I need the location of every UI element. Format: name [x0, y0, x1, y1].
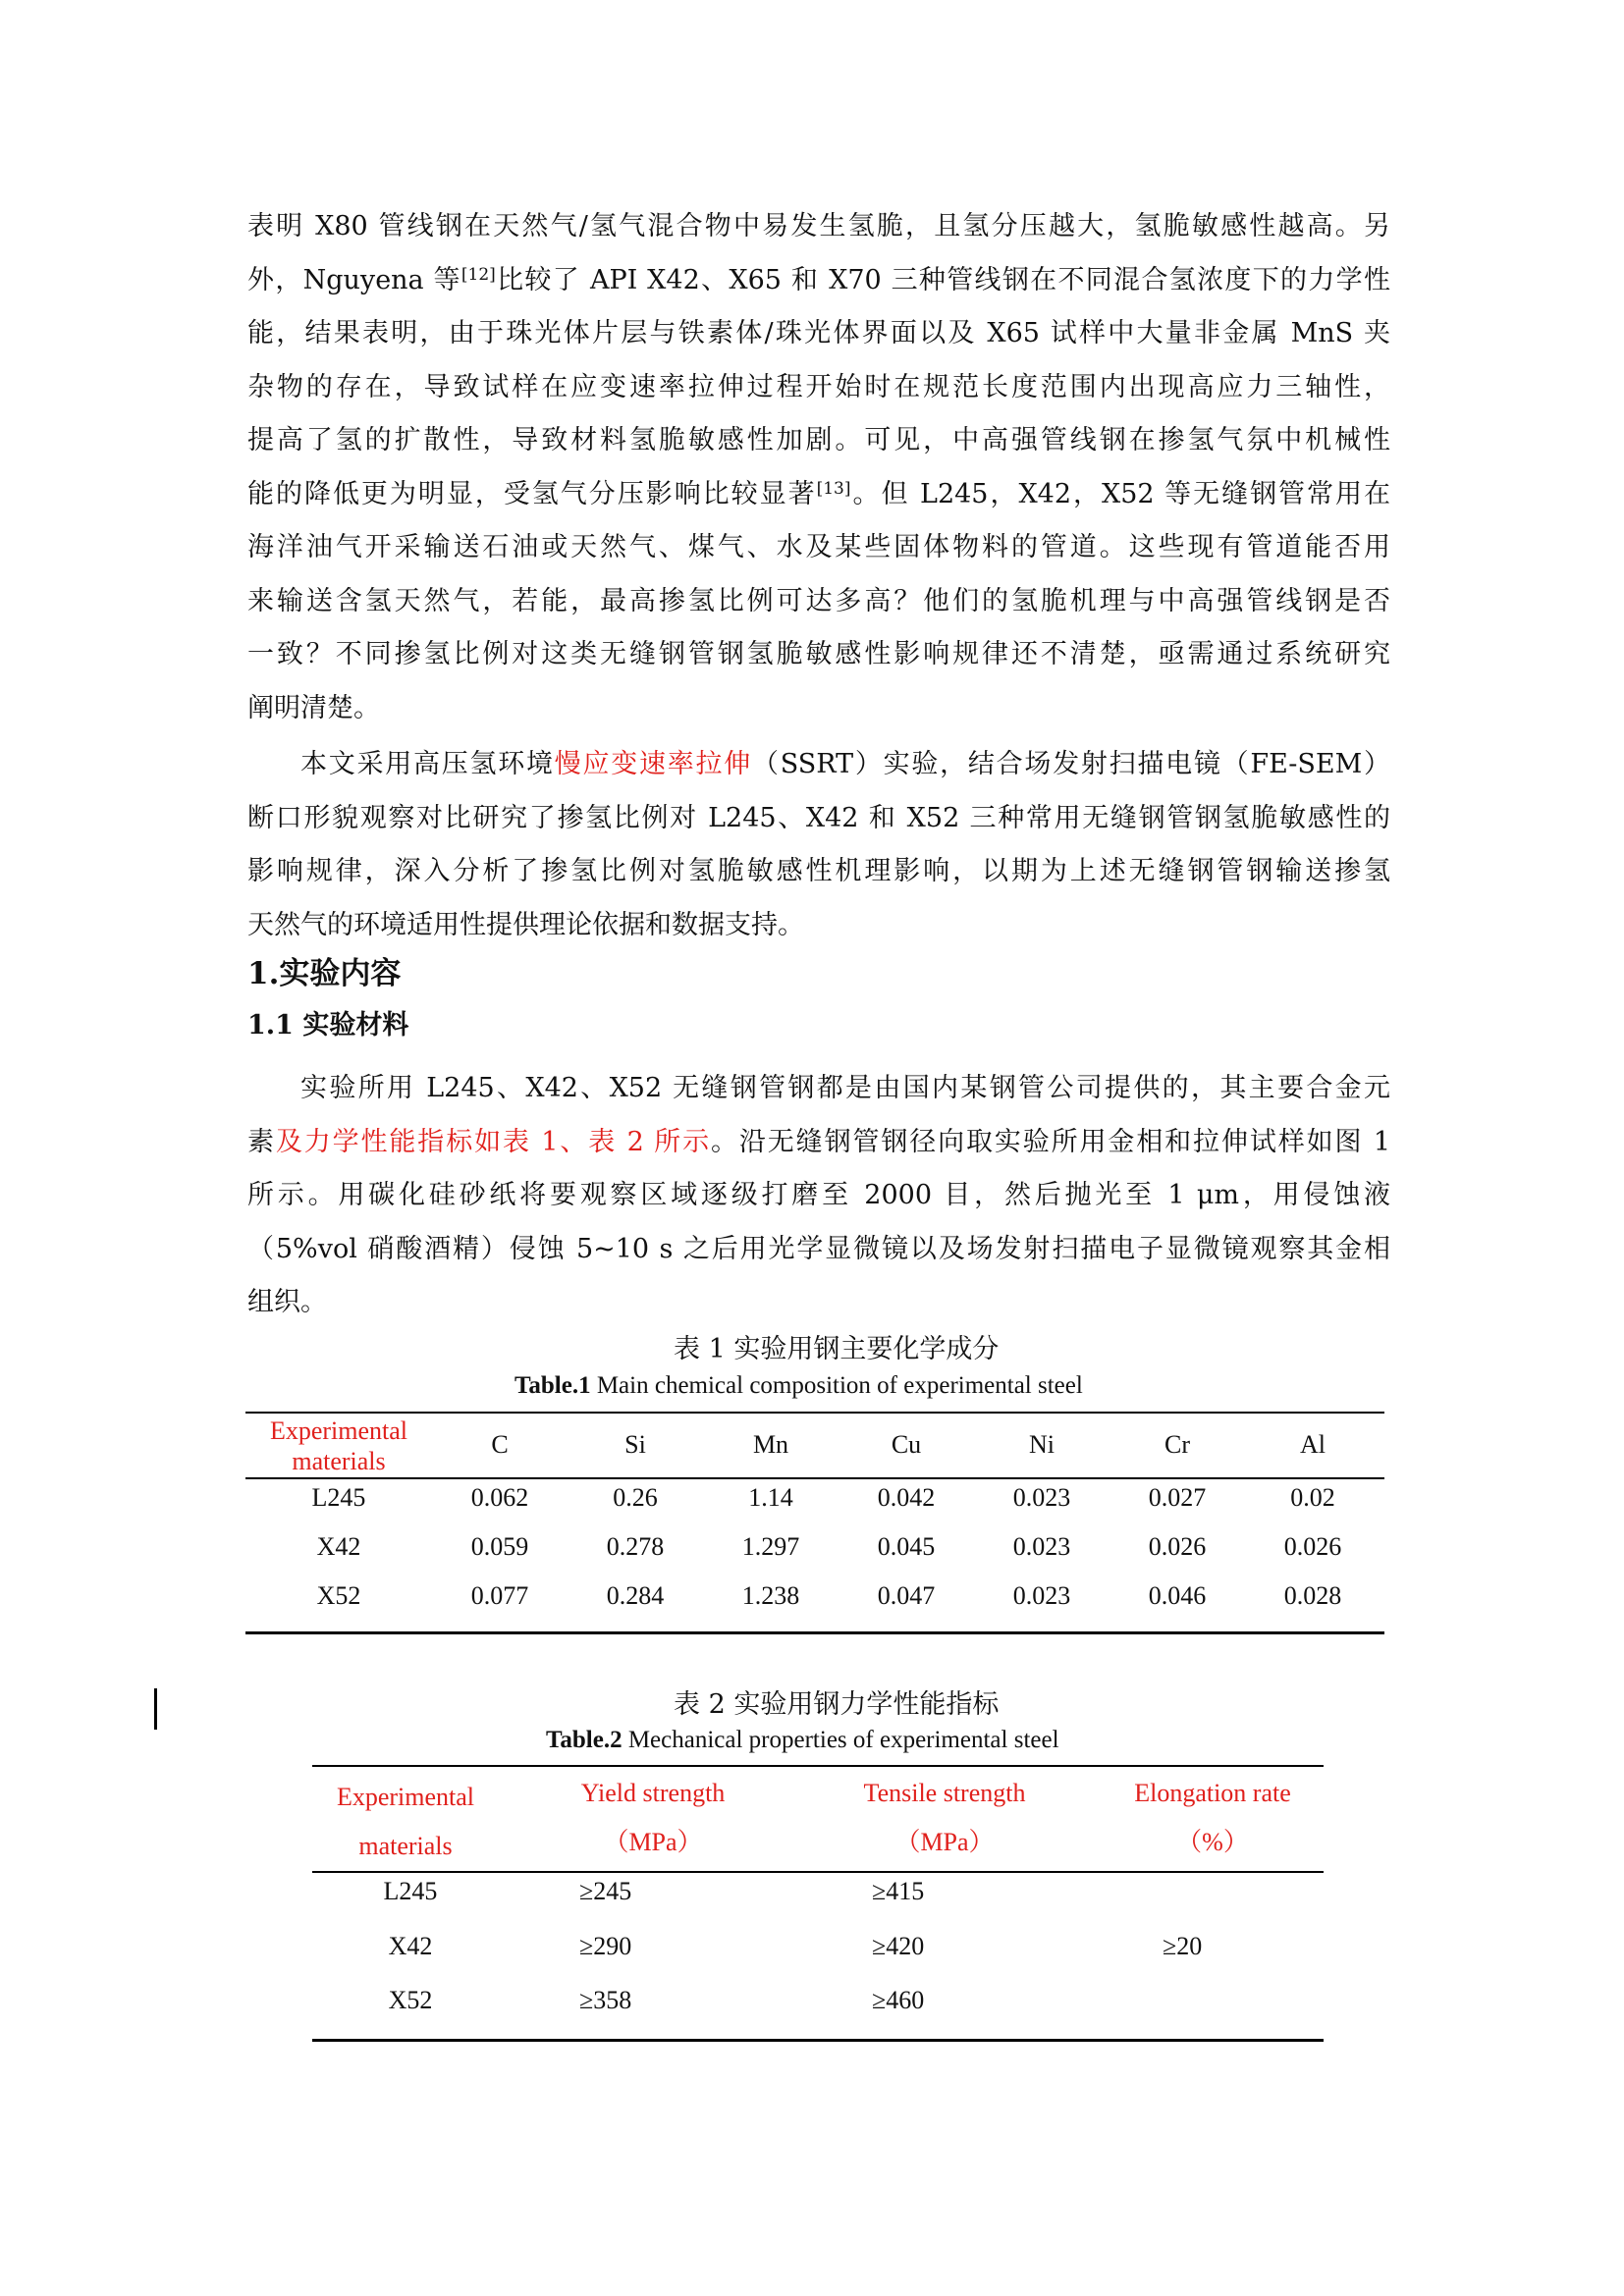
text-line: 阐明清楚。	[247, 692, 380, 723]
table-cell: ≥245	[579, 1877, 632, 1905]
table-cell: ≥420	[872, 1932, 925, 1960]
table-header-rule	[245, 1477, 1384, 1479]
text-line: 外，Nguyena 等[12]比较了 API X42、X65 和 X70 三种管线钢在不同混合氢浓度下的力学性	[247, 264, 1390, 295]
highlighted-text: 慢应变速率拉伸	[554, 749, 752, 779]
table-header-cell: Experimental materials	[269, 1416, 408, 1475]
text-line: 实验所用 L245、X42、X52 无缝钢管钢都是由国内某钢管公司提供的，其主要合金元	[300, 1073, 1390, 1103]
table-cell: 0.059	[470, 1532, 529, 1561]
table-cell: 0.046	[1148, 1581, 1207, 1610]
section-heading: 1.实验内容	[247, 956, 402, 991]
table-cell: 1.238	[741, 1581, 800, 1610]
table-row-label: L245	[383, 1877, 438, 1905]
table-row-label: X42	[316, 1532, 361, 1561]
table-header-cell: Ni	[1029, 1430, 1055, 1459]
text-line: 天然气的环境适用性提供理论依据和数据支持。	[247, 909, 804, 940]
citation-ref[interactable]: [13]	[816, 478, 851, 499]
table-cell: 1.297	[741, 1532, 800, 1561]
text-line: 素及力学性能指标如表 1、表 2 所示。沿无缝钢管钢径向取实验所用金相和拉伸试样如图 1	[247, 1126, 1391, 1157]
table-top-rule	[312, 1765, 1324, 1767]
table-cell: ≥290	[579, 1932, 632, 1960]
table-cell: 0.028	[1283, 1581, 1342, 1610]
table-cell: ≥415	[872, 1877, 925, 1905]
table-cell: 0.02	[1290, 1483, 1335, 1512]
table-row-label: X52	[316, 1581, 361, 1610]
text-cursor	[154, 1688, 157, 1730]
table-cell: 0.278	[606, 1532, 665, 1561]
table-header-cell: Elongation rate （%）	[1134, 1779, 1291, 1856]
text-line: 表明 X80 管线钢在天然气/氢气混合物中易发生氢脆，且氢分压越大，氢脆敏感性越高。另	[247, 211, 1390, 241]
table-cell: ≥460	[872, 1986, 925, 2014]
table-cell: 0.027	[1148, 1483, 1207, 1512]
table-cell: 0.042	[877, 1483, 936, 1512]
text-line: 组织。	[247, 1287, 327, 1317]
text-line: 本文采用高压氢环境慢应变速率拉伸（SSRT）实验，结合场发射扫描电镜（FE-SEM）	[300, 749, 1391, 779]
table-cell: 0.023	[1012, 1581, 1071, 1610]
table-cell: 0.26	[613, 1483, 658, 1512]
table-cell: 0.023	[1012, 1483, 1071, 1512]
table-cell: 1.14	[748, 1483, 793, 1512]
table-cell: 0.062	[470, 1483, 529, 1512]
text-line: 所示。用碳化硅砂纸将要观察区域逐级打磨至 2000 目，然后抛光至 1 μm，用侵蚀液	[247, 1180, 1390, 1210]
table-header-cell: Yield strength （MPa）	[580, 1779, 726, 1856]
table-row-label: L245	[311, 1483, 366, 1512]
table-bottom-rule	[245, 1631, 1384, 1634]
table-header-cell: Mn	[752, 1430, 789, 1459]
table-row-label: X52	[388, 1986, 433, 2014]
table-cell: ≥358	[579, 1986, 632, 2014]
table-header-cell: Tensile strength （MPa）	[863, 1779, 1026, 1856]
text-line: 影响规律，深入分析了掺氢比例对氢脆敏感性机理影响，以期为上述无缝钢管钢输送掺氢	[247, 856, 1390, 886]
text-line: （5%vol 硝酸酒精）侵蚀 5~10 s 之后用光学显微镜以及场发射扫描电子显微镜观察其金相	[247, 1233, 1390, 1264]
text-line: 海洋油气开采输送石油或天然气、煤气、水及某些固体物料的管道。这些现有管道能否用	[247, 532, 1390, 562]
table-cell: 0.026	[1283, 1532, 1342, 1561]
table-cell-elongation: ≥20	[1163, 1932, 1203, 1960]
table-row-label: X42	[388, 1932, 433, 1960]
table-cell: 0.026	[1148, 1532, 1207, 1561]
table-cell: 0.023	[1012, 1532, 1071, 1561]
table-caption-en: Table.2 Mechanical properties of experimental steel	[546, 1727, 1059, 1753]
paragraph-materials	[247, 1062, 1390, 1330]
paragraph-intro-continued	[247, 200, 1390, 735]
table-header-cell: Cr	[1164, 1430, 1190, 1459]
table-header-cell: C	[491, 1430, 509, 1459]
table-caption-cn: 表 1 实验用钢主要化学成分	[674, 1334, 1000, 1364]
table-header-cell: Cu	[891, 1430, 922, 1459]
table-caption-cn: 表 2 实验用钢力学性能指标	[674, 1689, 1000, 1720]
text-line: 一致？不同掺氢比例对这类无缝钢管钢氢脆敏感性影响规律还不清楚，亟需通过系统研究	[247, 639, 1390, 669]
text-line: 杂物的存在，导致试样在应变速率拉伸过程开始时在规范长度范围内出现高应力三轴性，	[247, 371, 1390, 402]
text-line: 断口形貌观察对比研究了掺氢比例对 L245、X42 和 X52 三种常用无缝钢管钢氢脆敏感性的	[247, 802, 1390, 833]
table-cell: 0.077	[470, 1581, 529, 1610]
text-line: 提高了氢的扩散性，导致材料氢脆敏感性加剧。可见，中高强管线钢在掺氢气氛中机械性	[247, 425, 1390, 455]
table-cell: 0.045	[877, 1532, 936, 1561]
paragraph-study-aim	[247, 738, 1390, 952]
text-line: 能，结果表明，由于珠光体片层与铁素体/珠光体界面以及 X65 试样中大量非金属 MnS 夹	[247, 318, 1390, 348]
table-header-cell: Si	[624, 1430, 646, 1459]
text-line: 能的降低更为明显，受氢气分压影响比较显著[13]。但 L245，X42，X52 等无缝钢管常用在	[247, 478, 1390, 509]
table-cell: 0.047	[877, 1581, 936, 1610]
table-top-rule	[245, 1412, 1384, 1414]
text-line: 来输送含氢天然气，若能，最高掺氢比例可达多高？他们的氢脆机理与中高强管线钢是否	[247, 585, 1390, 616]
table-header-cell: Al	[1300, 1430, 1326, 1459]
table-bottom-rule	[312, 2039, 1324, 2042]
subsection-heading: 1.1 实验材料	[247, 1010, 409, 1041]
citation-ref[interactable]: [12]	[460, 264, 496, 285]
table-header-rule	[312, 1871, 1324, 1873]
table-cell: 0.284	[606, 1581, 665, 1610]
highlighted-text: 及力学性能指标如表 1、表 2 所示	[275, 1126, 712, 1157]
table-caption-en: Table.1 Main chemical composition of experimental steel	[514, 1372, 1083, 1399]
table-header-cell: Experimental materials	[336, 1783, 475, 1860]
